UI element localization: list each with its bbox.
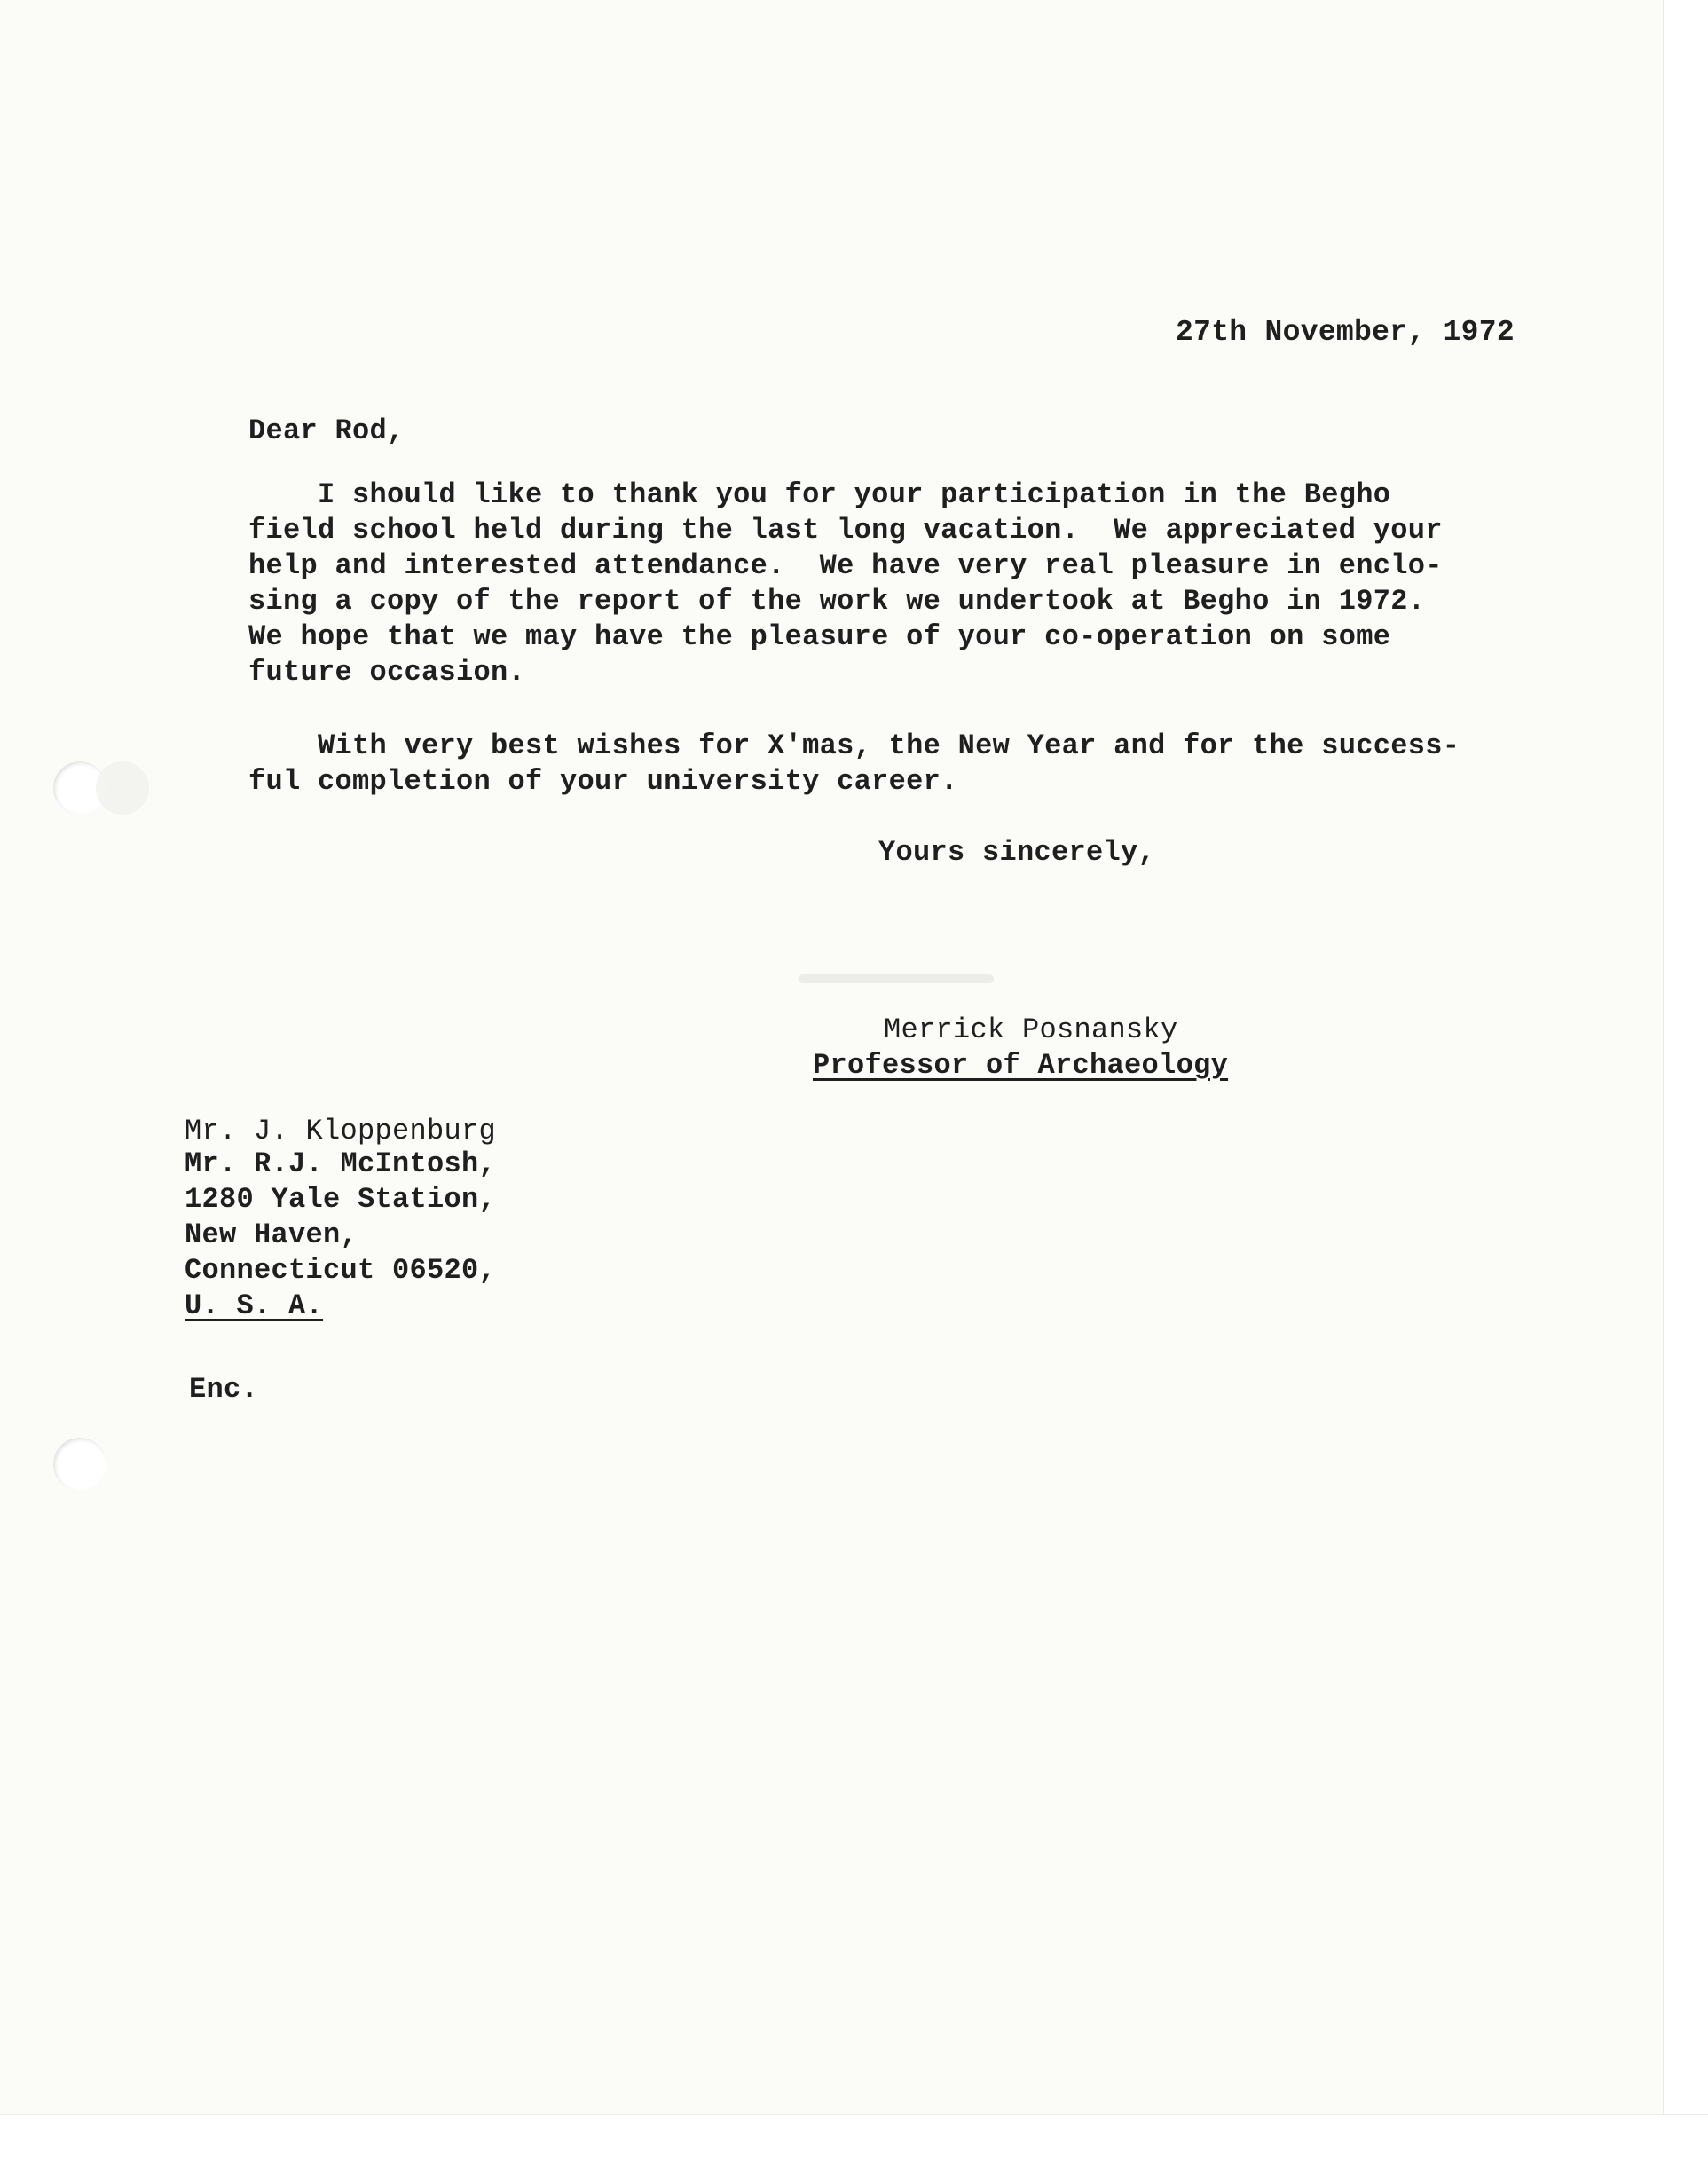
address-line-2: Mr. R.J. McIntosh, bbox=[185, 1147, 497, 1180]
address-line-1: Mr. J. Kloppenburg bbox=[185, 1115, 497, 1147]
closing: Yours sincerely, bbox=[878, 836, 1156, 869]
address-line-6: U. S. A. bbox=[185, 1289, 324, 1322]
punch-hole-lower bbox=[53, 1438, 106, 1491]
scan-edge-bottom bbox=[0, 2114, 1708, 2168]
address-line-3: 1280 Yale Station, bbox=[185, 1183, 497, 1216]
scan-edge-right bbox=[1663, 0, 1708, 2168]
paper-smudge bbox=[799, 974, 994, 983]
address-line-4: New Haven, bbox=[185, 1218, 358, 1251]
enclosure-note: Enc. bbox=[189, 1373, 259, 1406]
salutation: Dear Rod, bbox=[248, 414, 405, 447]
body-paragraph-2: With very best wishes for X'mas, the New Year and for the success- ful completion of your university career. bbox=[248, 729, 1460, 798]
signatory-title: Professor of Archaeology bbox=[813, 1049, 1229, 1082]
signatory-name: Merrick Posnansky bbox=[884, 1013, 1178, 1046]
body-paragraph-1: I should like to thank you for your participation in the Begho field school held during the last long vacation. We appreciated your help and interested attendance. We have very real pleasure in enclo- sing a copy of the report of the work we undertook at Begho in 1972. We hope that we may have the pleasure of your co-operation on some future occasion. bbox=[248, 478, 1443, 689]
address-line-5: Connecticut 06520, bbox=[185, 1254, 497, 1287]
punch-hole-shadow bbox=[96, 761, 149, 815]
letter-date: 27th November, 1972 bbox=[1176, 316, 1515, 349]
